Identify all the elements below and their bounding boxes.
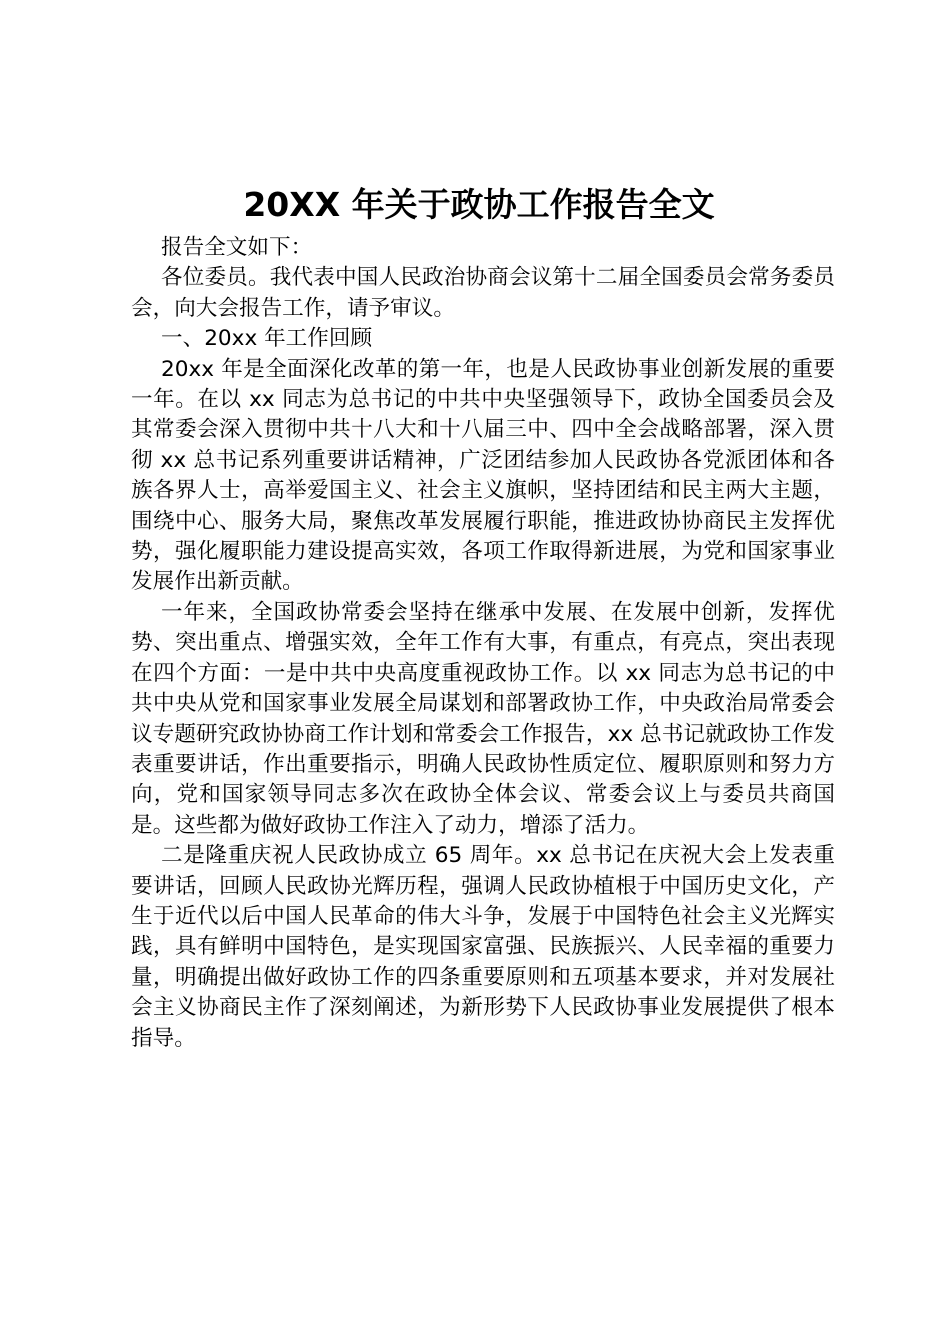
document-title: 20XX 年关于政协工作报告全文	[243, 185, 715, 224]
paragraph-review: 20xx 年是全面深化改革的第一年，也是人民政协事业创新发展的重要一年。在以 xx 同志为总书记的中共中央坚强领导下，政协全国委员会及其常委会深入贯彻中共十八大和十八届三中、四中全会战略部署，深入贯彻 xx 总书记系列重要讲话精神，广泛团结参加人民政协各党派团体和各族各界人士，高举爱国主义、社会主义旗帜，坚持团结和民主两大主题，围绕中心、服务大局，聚焦改革发展履行职能，推进政协协商民主发挥优势，强化履职能力建设提高实效，各项工作取得新进展，为党和国家事业发展作出新贡献。	[131, 356, 835, 595]
paragraph-greeting: 各位委员。我代表中国人民政治协商会议第十二届全国委员会常务委员会，向大会报告工作，请予审议。	[131, 265, 835, 321]
section-heading: 一、20xx 年工作回顾	[161, 326, 373, 352]
paragraph-year-summary: 一年来，全国政协常委会坚持在继承中发展、在发展中创新，发挥优势、突出重点、增强实效，全年工作有大事，有重点，有亮点，突出表现在四个方面：一是中共中央高度重视政协工作。以 xx 同志为总书记的中共中央从党和国家事业发展全局谋划和部署政协工作，中央政治局常委会议专题研究政协协商工作计划和常委会工作报告，xx 总书记就政协工作发表重要讲话，作出重要指示，明确人民政协性质定位、履职原则和努力方向，党和国家领导同志多次在政协全体会议、常委会议上与委员共商国是。这些都为做好政协工作注入了动力，增添了活力。	[131, 599, 835, 838]
paragraph-intro: 报告全文如下：	[161, 235, 313, 260]
paragraph-anniversary: 二是隆重庆祝人民政协成立 65 周年。xx 总书记在庆祝大会上发表重要讲话，回顾人民政协光辉历程，强调人民政协植根于中国历史文化，产生于近代以后中国人民革命的伟大斗争，发展于中国特色社会主义光辉实践，具有鲜明中国特色，是实现国家富强、民族振兴、人民幸福的重要力量，明确提出做好政协工作的四条重要原则和五项基本要求，并对发展社会主义协商民主作了深刻阐述，为新形势下人民政协事业发展提供了根本指导。	[131, 843, 835, 1051]
document-body	[131, 233, 835, 1054]
